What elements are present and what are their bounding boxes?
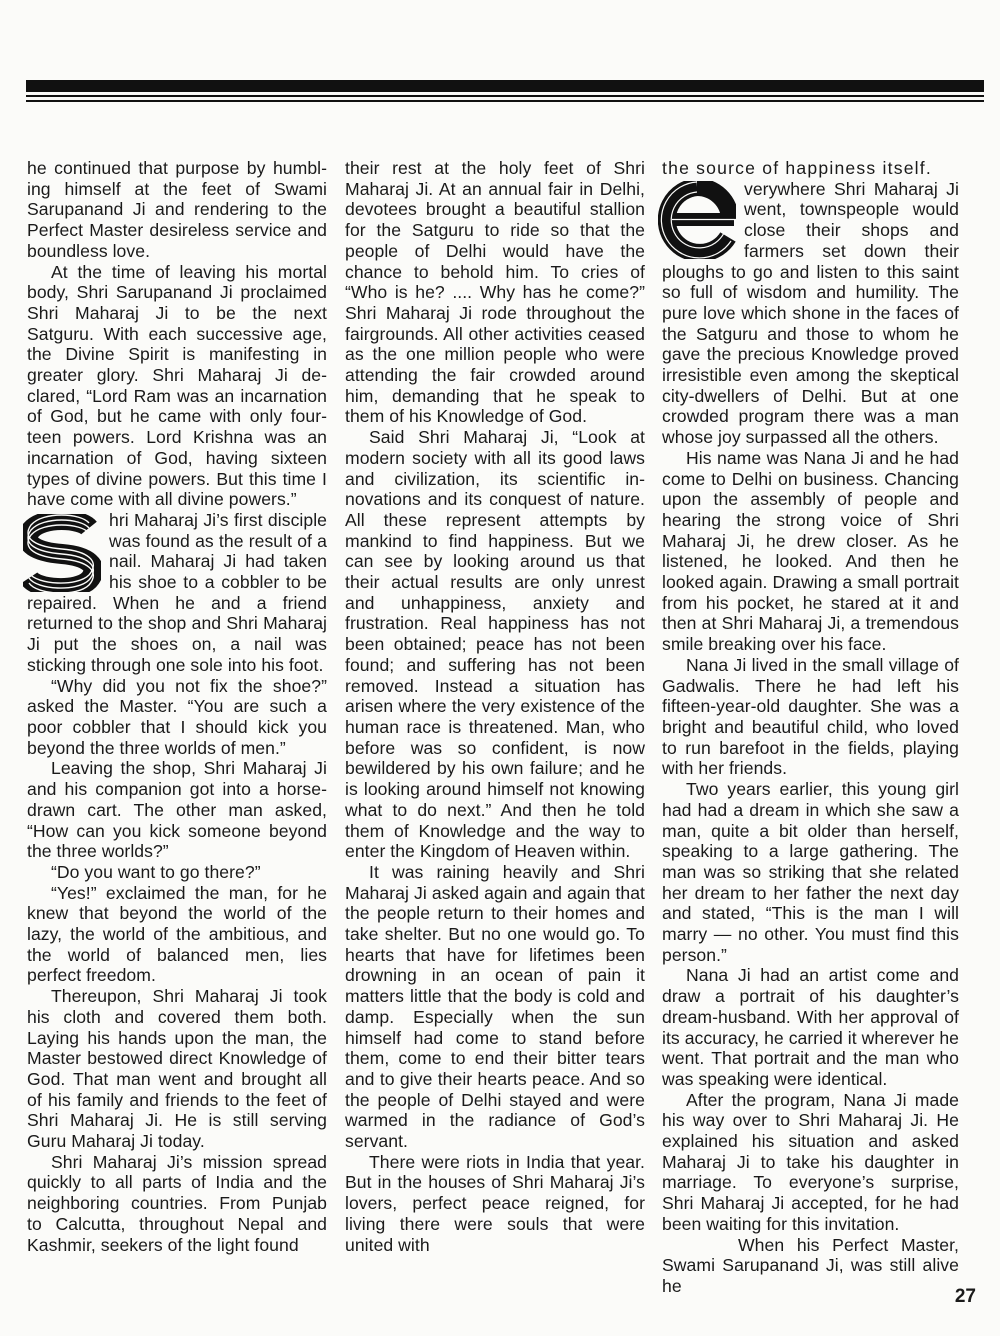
drop-cap-s-graphic	[23, 514, 101, 592]
paragraph: Nana Ji had an artist come and draw a portrait of his daughter’s dream-husband. With her approval of its accuracy, he carried it wherever he went. That portrait and the man who was speaking were identical.	[662, 965, 959, 1089]
paragraph: “Why did you not fix the shoe?” asked the Master. “You are such a poor cobbler that I should kick you beyond the three worlds of men.”	[27, 675, 327, 758]
paragraph: hri Maharaj Ji’s first disciple was found as the result of a nail. Maharaj Ji had taken his shoe to a cobbler to be repaired. When he and a friend returned to the shop and Shri Maharaj Ji put the shoes on, a nail was sticking through one sole into his foot.	[27, 509, 327, 675]
paragraph: There were riots in India that year. But in the houses of Shri Maharaj Ji’s lovers, perfect peace reigned, for living there were souls that were united with	[345, 1151, 645, 1255]
paragraph: Two years earlier, this young girl had had a dream in which she saw a man, quite a bit older than herself, speaking to a large gathering. The man was so striking that she related her dream to her father the next day and stated, “This is the man I will marry — no other. You must find this person.”	[662, 779, 959, 965]
header-rule-thin-1	[26, 95, 984, 97]
paragraph: the source of happiness itself.	[662, 158, 932, 178]
header-rule	[26, 80, 984, 103]
column-3	[662, 158, 959, 1297]
drop-cap-e	[658, 181, 736, 259]
drop-cap-e-graphic	[658, 181, 736, 259]
paragraph: It was raining heavily and Shri Maharaj Ji asked again and again that the people return to their homes and take shelter. But no one would go. To hearts that have for lifetimes been drowning in an ocean of pain it matters little that the body is cold and damp. Especially when the sun himself had come to stand before them, come to end their bitter tears and to give their hearts peace. And so the people of Delhi stayed and were warmed in the radiance of God’s servant.	[345, 861, 645, 1152]
paragraph: “Yes!” exclaimed the man, for he knew that beyond the world of the lazy, the world of the ambitious, and the world of balanced men, lies perfect freedom.	[27, 882, 327, 986]
paragraph: Leaving the shop, Shri Maharaj Ji and his companion got into a horse-drawn cart. The other man asked, “How can you kick someone beyond the three worlds?”	[27, 758, 327, 862]
paragraph: he continued that purpose by humbling himself at the feet of Swami Sarupanand Ji and rendering to the Perfect Master desireless service and boundless love.	[27, 158, 327, 261]
header-rule-thin-2	[26, 100, 984, 102]
column-2	[345, 158, 645, 1255]
header-rule-thick	[26, 80, 984, 92]
paragraph: their rest at the holy feet of Shri Maharaj Ji. At an annual fair in Delhi, devotees brought a beautiful stallion for the Satguru to ride so that the people of Delhi would have the chance to behold him. To cries of “Who is he? .... Why has he come?” Shri Maharaj Ji rode throughout the fairgrounds. All other activities ceased as the one million people who were attending the fair crowded around him, demanding that he speak to them of his Knowledge of God.	[345, 158, 645, 427]
paragraph: After the program, Nana Ji made his way over to Shri Maharaj Ji. He explained his situation and asked Maharaj Ji to take his daughter in marriage. To everyone’s surprise, Shri Maharaj Ji accepted, for he had been waiting for this invitation.	[662, 1089, 959, 1234]
paragraph: Shri Maharaj Ji’s mission spread quickly to all parts of India and the neighboring countries. From Punjab to Calcutta, throughout Nepal and Kashmir, seekers of the light found	[27, 1151, 327, 1255]
drop-cap-s	[23, 514, 101, 592]
column-1	[27, 158, 327, 1255]
paragraph: “Do you want to go there?”	[51, 861, 261, 882]
paragraph: Nana Ji lived in the small village of Gadwalis. There he had left his fifteen-year-old daughter. She was a bright and beautiful child, who loved to run barefoot in the fields, playing with her friends.	[662, 654, 959, 779]
paragraph: Said Shri Maharaj Ji, “Look at modern society with all its good laws and civilization, its scientific innovations and its conquest of nature. All these represent attempts by mankind to find happiness. But we can see by looking around us that their actual results are only unrest and unhappiness, anxiety and frustration. Real happiness has not been obtained; peace has not been found; and suffering has not been removed. Instead a situation has arisen where the very existence of the human race is threatened. Man, who before was so confident, is now bewildered by his own failure; and he is looking around himself not knowing what to do next.” And then he told them of Knowledge and the way to enter the Kingdom of Heaven within.	[345, 427, 645, 862]
paragraph: Thereupon, Shri Maharaj Ji took his cloth and covered them both. Laying his hands upon the man, the Master bestowed direct Knowledge of God. That man went and brought all of his family and friends to the feet of Shri Maharaj Ji. He is still serving Guru Maharaj Ji today.	[27, 986, 327, 1152]
paragraph: His name was Nana Ji and he had come to Delhi on business. Chancing upon the assembly of people and hearing the strong voice of Shri Maharaj Ji, he drew closer. As he listened, he looked. And then he looked again. Drawing a small portrait from his pocket, he stared at it and then at Shri Maharaj Ji, a tremendous smile breaking over his face.	[662, 447, 959, 655]
paragraph: At the time of leaving his mortal body, Shri Sarupanand Ji proclaimed Shri Maharaj Ji to be the next Satguru. With each successive age, the Divine Spirit is manifesting in greater glory. Shri Maharaj Ji declared, “Lord Ram was an incarnation of God, but he came with only fourteen powers. Lord Krishna was an incarnation of God, having sixteen types of divine powers. But this time I have come with all divine powers.”	[27, 261, 327, 510]
paragraph: When his Perfect Master, Swami Sarupanand Ji, was still alive he	[662, 1234, 959, 1296]
page-number: 27	[954, 1286, 976, 1307]
paragraph: verywhere Shri Maharaj Ji went, townspeople would close their shops and farmers set down their ploughs to go and listen to this saint so full of wisdom and humility. The pure love which shone in the faces of the Satguru and those to whom he gave the precious Knowledge proved irresistible even among the skeptical city-dwellers of Delhi. But at one crowded program there was a man whose joy surpassed all the others.	[662, 178, 959, 448]
